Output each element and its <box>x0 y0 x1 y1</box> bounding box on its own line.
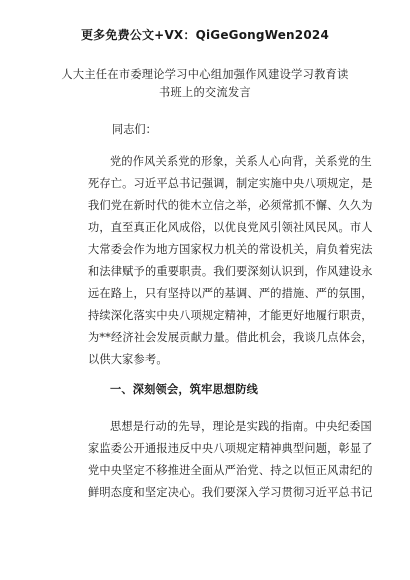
paragraph-line: 持续深化落实中央八项规定精神，才能更好地履行职责， <box>88 309 373 322</box>
paragraph-line: 为**经济社会发展贡献力量。借此机会，我谈几点体会， <box>88 331 373 344</box>
paragraph-line: 功，直至真正化风成俗，以优良党风引领社风民风。市人 <box>88 221 373 234</box>
paragraph-line: 死存亡。习近平总书记强调，制定实施中央八项规定，是 <box>88 177 373 190</box>
paragraph-line: 家监委公开通报违反中央八项规定精神典型问题，彰显了 <box>88 442 373 455</box>
promo-banner: 更多免费公文+VX：QiGeGongWen2024 <box>80 28 329 42</box>
paragraph-line: 大常委会作为地方国家权力机关的常设机关，肩负着宪法 <box>88 243 373 256</box>
paragraph-line: 以供大家参考。 <box>88 353 168 366</box>
document-title-line-2: 书班上的交流发言 <box>159 86 251 99</box>
paragraph-line: 思想是行动的先导，理论是实践的指南。中央纪委国 <box>110 420 372 433</box>
salutation: 同志们： <box>112 123 157 136</box>
paragraph-line: 党中央坚定不移推进全面从严治党、持之以恒正风肃纪的 <box>88 464 373 477</box>
paragraph-line: 和法律赋予的重要职责。我们要深刻认识到，作风建设永 <box>88 265 373 278</box>
document-title-line-1: 人大主任在市委理论学习中心组加强作风建设学习教育读 <box>61 68 349 81</box>
paragraph-line: 远在路上，只有坚持以严的基调、严的措施、严的氛围， <box>88 287 373 300</box>
paragraph-line: 鲜明态度和坚定决心。我们要深入学习贯彻习近平总书记 <box>88 486 373 499</box>
section-heading-1: 一、深刻领会，筑牢思想防线 <box>110 383 259 396</box>
paragraph-line: 党的作风关系党的形象，关系人心向背，关系党的生 <box>110 155 372 168</box>
paragraph-line: 我们党在新时代的徙木立信之举，必须常抓不懈、久久为 <box>88 199 373 212</box>
